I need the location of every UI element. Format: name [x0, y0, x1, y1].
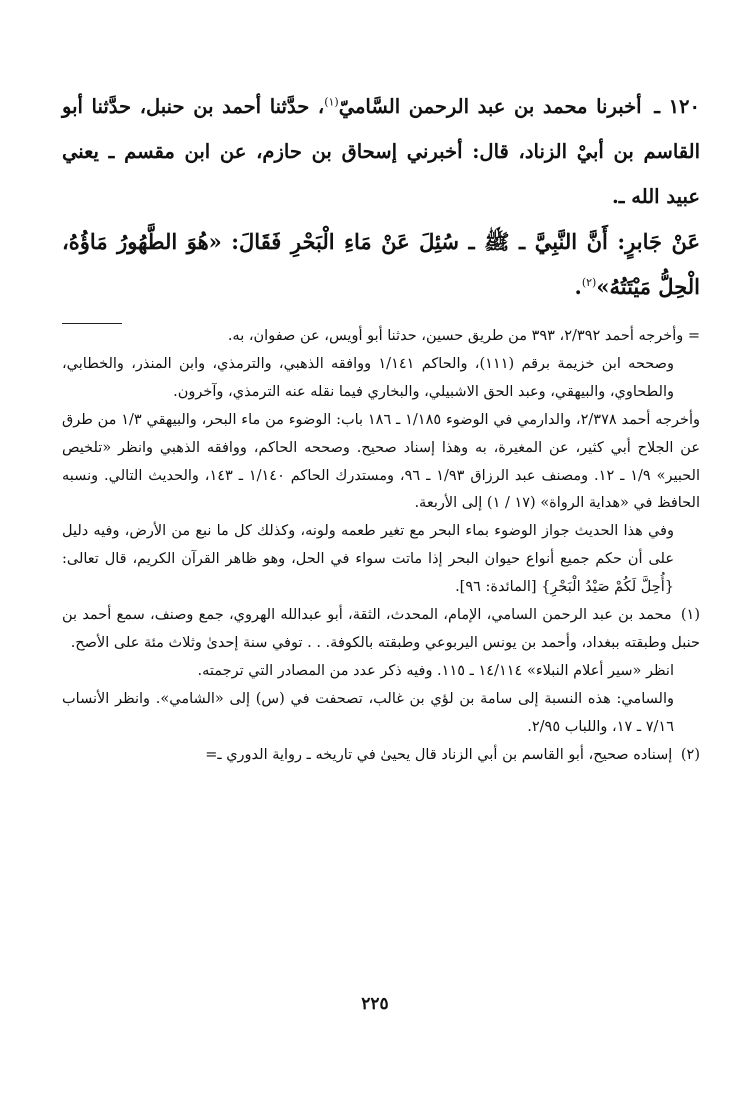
footnote-1-reference: انظر «سير أعلام النبلاء» ١٤/١١٤ ـ ١١٥. وفيه ذكر عدد من المصادر التي ترجمته. [197, 662, 674, 679]
note-para-tashih: وصححه ابن خزيمة برقم (١١١)، والحاكم ١/١٤١ ووافقه الذهبي، والترمذي، وابن المنذر، والخطابي، والطحاوي، والبيهقي، وعبد الحق الاشبيلي، والبخاري فيما نقله عنه الترمذي، وآخرون. [62, 355, 674, 400]
note-continuation: = وأخرجه أحمد ٢/٣٩٢، ٣٩٣ من طريق حسين، حدثنا أبو أويس، عن صفوان، به. [227, 328, 700, 344]
footnotes [62, 323, 700, 770]
hadith-matn-paragraph [62, 219, 700, 309]
footnote-1-text: محمد بن عبد الرحمن السامي، الإمام، المحدث، الثقة، أبو عبدالله الهروي، جمع وصنف، سمع أحمد بن حنبل وطبقته ببغداد، وأحمد بن يونس اليربوعي وطبقته بالكوفة. . . توفي سنة إحدىٰ وثلاث مئة على الأصح. [62, 607, 700, 651]
footnote-2-number: (٢) [680, 746, 700, 763]
hadith-number: ١٢٠ ـ [654, 95, 700, 118]
page-number: ٢٢٥ [361, 994, 389, 1014]
isnad-part1: أخبرنا محمد بن عبد الرحمن السَّاميّ [338, 95, 642, 118]
hadith-isnad [62, 84, 700, 219]
footnote-2-text: إسناده صحيح، أبو القاسم بن أبي الزناد قال يحيىٰ في تاريخه ـ رواية الدوري ـ= [205, 746, 673, 763]
footnote-1 [62, 602, 700, 658]
footnote-ref-1[interactable]: (١) [324, 95, 339, 109]
hadith-main-text [62, 84, 700, 309]
matn-end: . [574, 274, 582, 299]
footnote-2 [62, 742, 700, 770]
footnote-ref-2[interactable]: (٢) [581, 276, 597, 289]
isnad-part2: ، حدَّثنا أحمد بن حنبل، حدَّثنا أبو القاسم بن أبيْ الزناد، قال: أخبرني إسحاق بن حازم، عن ابن مقسم ـ يعني عبيد الله ـ. [62, 95, 700, 208]
note-para-fiqh: وفي هذا الحديث جواز الوضوء بماء البحر مع تغير طعمه ولونه، وكذلك كل ما نبع من الأرض، وفيه دليل على أن حكم جميع أنواع حيوان البحر إذا ماتت سواء في الحل، وهو ظاهر القرآن الكريم، قال تعالى: {أُحِلَّ لَكُمْ صَيْدُ الْبَحْرِ} [المائدة: ٩٦]. [62, 523, 674, 596]
footnote-1-nisba: والسامي: هذه النسبة إلى سامة بن لؤي بن غالب، تصحفت في (س) إلى «الشامي». وانظر الأنساب ٧/١٦ ـ ١٧، واللباب ٢/٩٥. [62, 690, 674, 735]
footnote-1-number: (١) [680, 607, 700, 624]
note-para-takhrij: وأخرجه أحمد ٢/٣٧٨، والدارمي في الوضوء ١/١٨٥ ـ ١٨٦ باب: الوضوء من ماء البحر، والبيهقي ١/٣ من طرق عن الجلاح أبي كثير، عن المغيرة، به وهذا إسناد صحيح. وصححه الحاكم، ووافقه الذهبي وانظر «تلخيص الحبير» ١/٩ ـ ١٢. ومصنف عبد الرزاق ١/٩٣ ـ ٩٦، ومستدرك الحاكم ١/١٤٠ ـ ١٤٣، والحديث التالي. ونسبه الحافظ في «هداية الرواة» (١٧ / ١) إلى الأربعة. [62, 411, 701, 512]
hadith-matn: عَنْ جَابرٍ: أَنَّ النَّبِيَّ ـ ﷺ ـ سُئِلَ عَنْ مَاءِ الْبَحْرِ فَقَالَ: «هُوَ الطَّهُورُ مَاؤُهُ، الْحِلُّ مَيْتَتُهُ» [62, 229, 700, 299]
